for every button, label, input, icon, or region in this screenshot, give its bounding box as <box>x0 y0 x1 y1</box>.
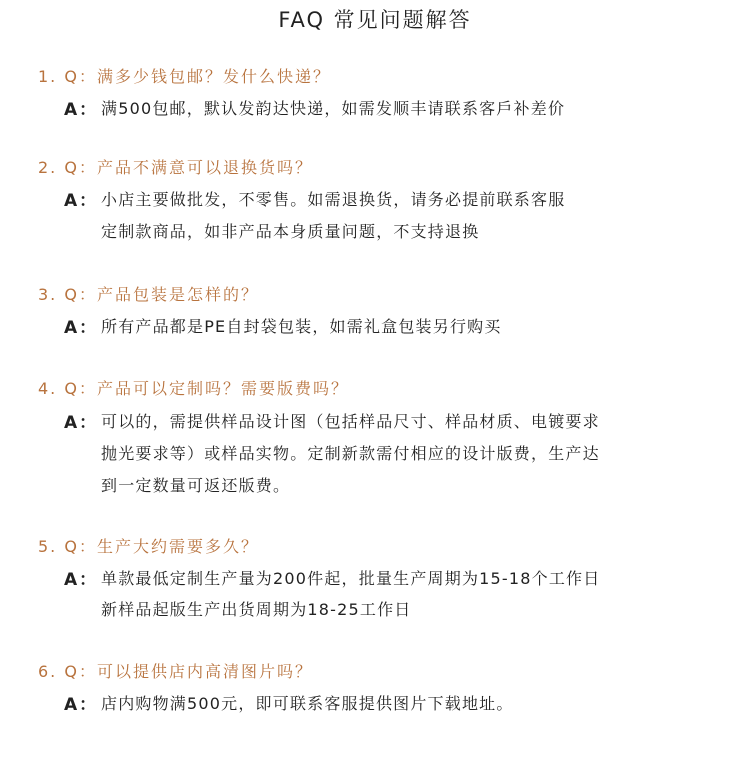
faq-question: 6. Q：可以提供店内高清图片吗？ <box>38 662 313 681</box>
page-title: FAQ 常见问题解答 <box>278 8 472 32</box>
faq-question: 2. Q：产品不满意可以退换货吗？ <box>38 158 313 177</box>
faq-answer-line: 新样品起版生产出货周期为18-25工作日 <box>101 600 412 619</box>
faq-answer-line: 单款最低定制生产量为200件起，批量生产周期为15-18个工作日 <box>101 569 601 588</box>
faq-question: 4. Q：产品可以定制吗？需要版费吗？ <box>38 379 349 398</box>
faq-answer-line: 到一定数量可返还版费。 <box>101 476 291 495</box>
answer-prefix: A： <box>64 695 99 715</box>
faq-question: 3. Q：产品包装是怎样的？ <box>38 285 259 304</box>
faq-question: 1. Q：满多少钱包邮？发什么快递？ <box>38 67 331 86</box>
answer-prefix: A： <box>64 318 99 338</box>
faq-answer-line: 小店主要做批发，不零售。如需退换货，请务必提前联系客服 <box>101 190 566 209</box>
answer-prefix: A： <box>64 413 99 433</box>
faq-answer-line: 满500包邮，默认发韵达快递，如需发顺丰请联系客戶补差价 <box>101 99 566 118</box>
faq-answer-line: 所有产品都是PE自封袋包装，如需礼盒包装另行购买 <box>101 317 502 336</box>
faq-answer-line: 店内购物满500元，即可联系客服提供图片下载地址。 <box>101 694 514 713</box>
answer-prefix: A： <box>64 570 99 590</box>
answer-prefix: A： <box>64 191 99 211</box>
faq-answer-line: 定制款商品，如非产品本身质量问题，不支持退换 <box>101 222 480 241</box>
faq-answer-line: 抛光要求等）或样品实物。定制新款需付相应的设计版费，生产达 <box>101 444 600 463</box>
answer-prefix: A： <box>64 100 99 120</box>
faq-answer-line: 可以的，需提供样品设计图（包括样品尺寸、样品材质、电镀要求 <box>101 412 600 431</box>
faq-question: 5. Q：生产大约需要多久？ <box>38 537 259 556</box>
